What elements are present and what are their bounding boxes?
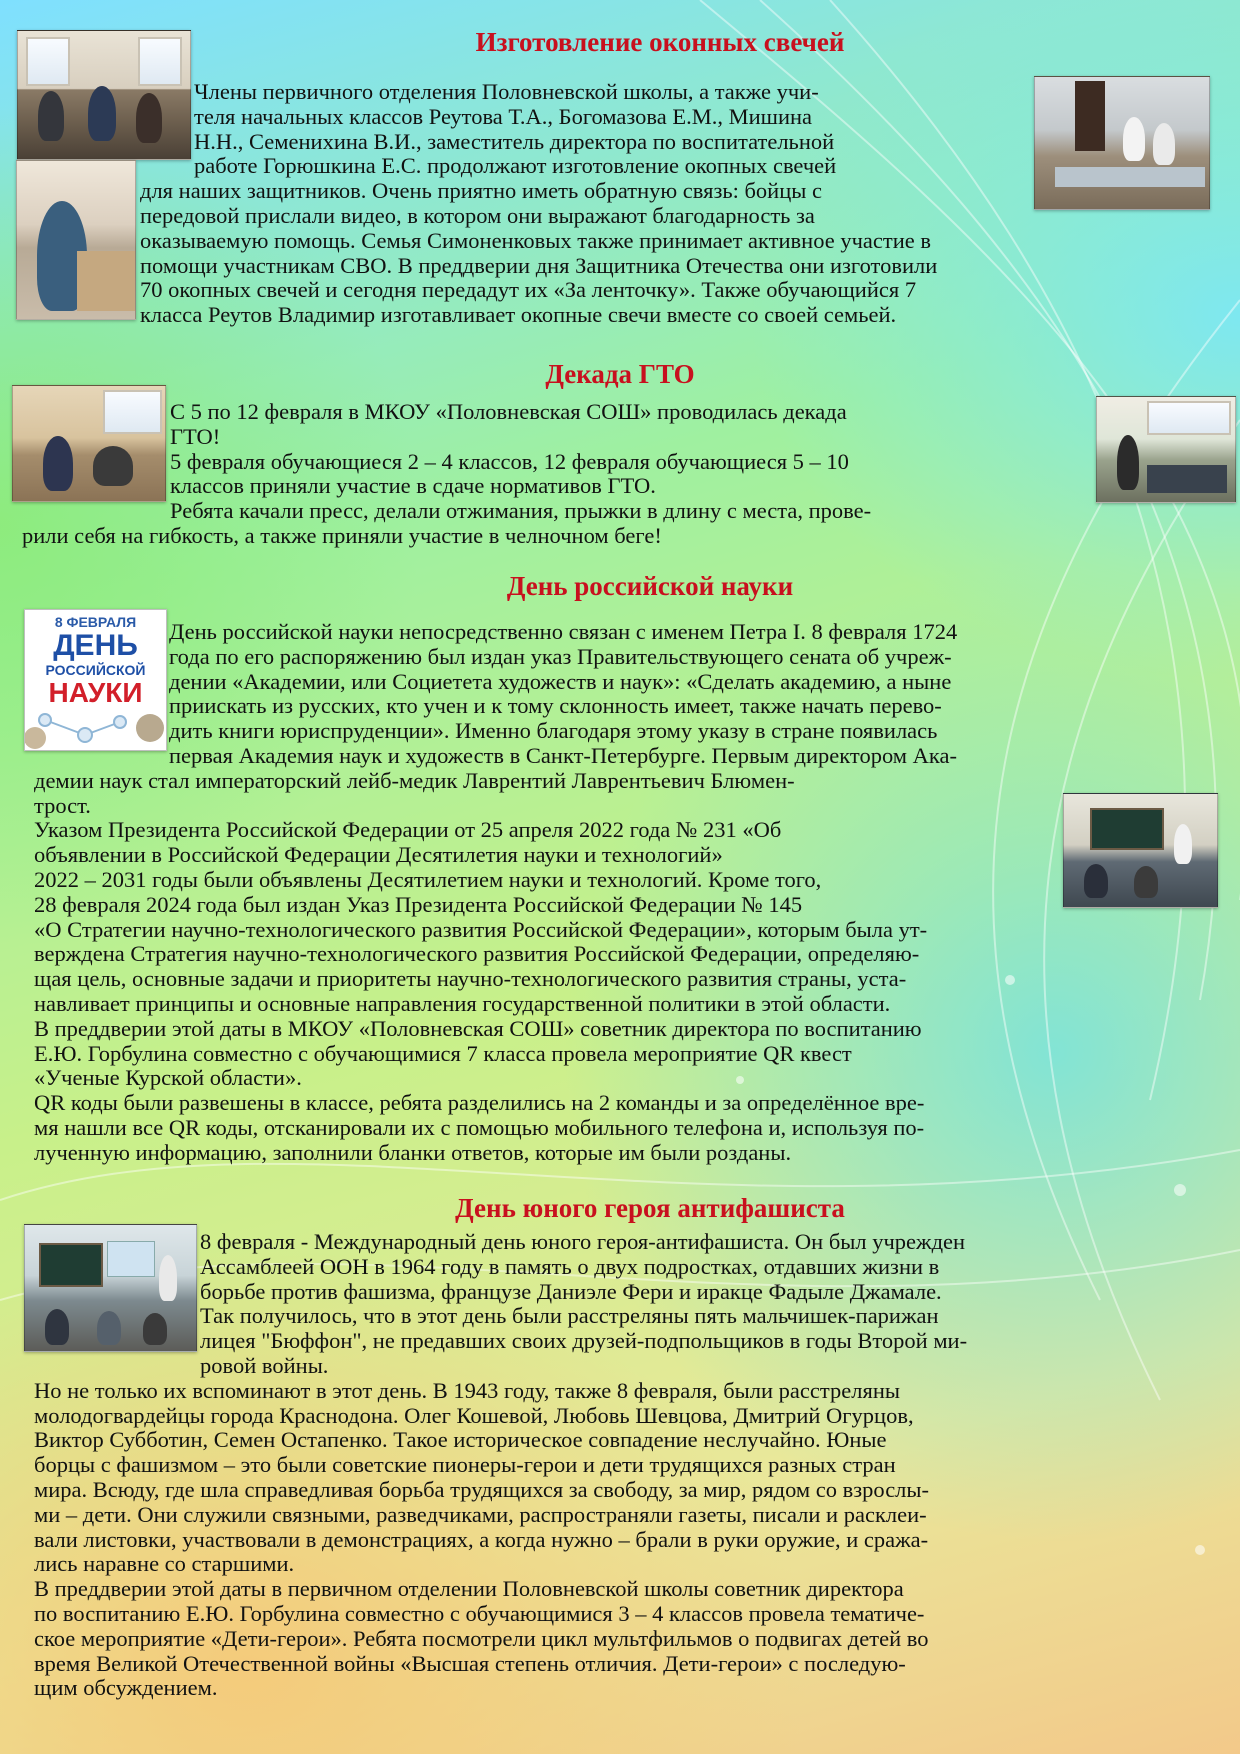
logo-line2: РОССИЙСКОЙ: [45, 662, 146, 678]
text-line: рили себя на гибкость, а также приняли участие в челночном беге!: [22, 522, 662, 548]
text-line: оказываемую помощь. Семья Симоненковых также принимает активное участие в: [140, 227, 932, 253]
text-line: лицея "Бюффон", не предавших своих друзей-подпольщиков в годы Второй ми-: [200, 1328, 968, 1354]
text-line: 8 февраля - Международный день юного героя-антифашиста. Он был учрежден: [200, 1229, 966, 1254]
text-line: 5 февраля обучающиеся 2 – 4 классов, 12 февраля обучающиеся 5 – 10: [170, 448, 849, 474]
text-line: ми – дети. Они служили связными, разведчиками, распространяли газеты, писали и расклеи-: [34, 1501, 927, 1527]
logo-line1: ДЕНЬ: [53, 629, 138, 662]
text-line: помощи участникам СВО. В преддверии дня Защитника Отечества они изготовили: [140, 252, 938, 278]
text-line: мира. Всюду, где шла справедливая борьба трудящихся за свободу, за мир, рядом со взрослы-: [34, 1476, 930, 1502]
text-line: мя нашли все QR коды, отсканировали их с помощью мобильного телефона и, используя по-: [34, 1114, 925, 1140]
text-line: Е.Ю. Горбулина совместно с обучающимися 7 класса провела мероприятие QR квест: [34, 1040, 852, 1066]
text-line: «О Стратегии научно-технологического развития Российской Федерации», которым была ут-: [34, 916, 928, 942]
text-line: теля начальных классов Реутова Т.А., Богомазова Е.М., Мишина: [194, 103, 813, 129]
section-title-candles: Изготовление оконных свечей: [475, 27, 845, 57]
text-line: борьбе против фашизма, французе Даниэле Фери и иракце Фадыле Джамале.: [200, 1278, 942, 1304]
text-line: по воспитанию Е.Ю. Горбулина совместно с обучающимися 3 – 4 классов провела тематиче-: [34, 1600, 925, 1626]
text-line: объявлении в Российской Федерации Десятилетия науки и технологий»: [34, 842, 723, 868]
text-line: Н.Н., Семенихина В.И., заместитель директора по воспитательной: [194, 128, 835, 154]
text-line: Виктор Субботин, Семен Остапенко. Такое историческое совпадение неслучайно. Юные: [34, 1427, 887, 1453]
text-line: Указом Президента Российской Федерации от 25 апреля 2022 года № 231 «Об: [34, 817, 782, 843]
text-line: 28 февраля 2024 года был издан Указ Президента Российской Федерации № 145: [34, 891, 803, 917]
text-line: QR коды были развешены в классе, ребята разделились на 2 команды и за определённое вре-: [34, 1090, 925, 1116]
text-line: В преддверии этой даты в МКОУ «Половневская СОШ» советник директора по воспитанию: [34, 1015, 922, 1041]
text-line: дении «Академии, или Социетета художеств и наук»: «Сделать академию, а ныне: [169, 668, 952, 694]
section-title-science-day: День российской науки: [506, 571, 794, 601]
text-line: класса Реутов Владимир изготавливает окопные свечи вместе со своей семьей.: [140, 302, 897, 328]
text-line: В преддверии этой даты в первичном отделении Половневской школы советник директора: [34, 1576, 904, 1602]
photo-gto-2: [1096, 396, 1236, 503]
text-line: трост.: [34, 792, 91, 818]
text-line: 2022 – 2031 годы были объявлены Десятилетием науки и технологий. Кроме того,: [34, 866, 822, 892]
text-line: для наших защитников. Очень приятно иметь обратную связь: бойцы с: [140, 178, 822, 204]
text-line: ГТО!: [170, 423, 221, 449]
text-line: Но не только их вспоминают в этот день. В 1943 году, также 8 февраля, были расстреляны: [34, 1377, 900, 1403]
text-line: борцы с фашизмом – это были советские пионеры-герои и дети трудящихся разных стран: [34, 1452, 896, 1478]
text-line: Ребята качали пресс, делали отжимания, прыжки в длину с места, прове-: [170, 498, 872, 524]
section1-body: [140, 80, 1040, 328]
photo-candle-making-3: [1034, 76, 1210, 210]
text-line: Члены первичного отделения Половневской школы, а также учи-: [194, 79, 819, 104]
section4-body: [34, 1230, 1214, 1701]
text-line: навливает принципы и основные направления государственной политики в этой области.: [34, 990, 891, 1016]
photo-candle-making-2: [16, 160, 136, 320]
text-line: Ассамблеей ООН в 1964 году в память о двух подростках, отдавших жизни в: [200, 1253, 940, 1279]
text-line: молодогвардейцы города Краснодона. Олег Кошевой, Любовь Шевцова, Дмитрий Огурцов,: [34, 1402, 914, 1428]
text-line: передовой прислали видео, в котором они выражают благодарность за: [140, 202, 815, 228]
text-line: лученную информацию, заполнили бланки ответов, которые им были розданы.: [34, 1139, 792, 1165]
text-line: работе Горюшкина Е.С. продолжают изготовление окопных свечей: [194, 153, 837, 179]
text-line: демии наук стал императорский лейб-медик Лаврентий Лаврентьевич Блюмен-: [34, 767, 795, 793]
text-line: приискать из русских, кто учен и к тому склонность имеет, также начать перево-: [169, 693, 942, 719]
text-line: верждена Стратегия научно-технологического развития Российской Федерации, определяю-: [34, 941, 920, 967]
text-line: классов приняли участие в сдаче нормативов ГТО.: [170, 473, 656, 499]
text-line: ское мероприятие «Дети-герои». Ребята посмотрели цикл мультфильмов о подвигах детей во: [34, 1625, 929, 1651]
text-line: щим обсуждением.: [34, 1675, 218, 1701]
text-line: первая Академия наук и художеств в Санкт-Петербурге. Первым директором Ака-: [169, 742, 957, 768]
section-title-gto: Декада ГТО: [545, 359, 695, 389]
text-line: ровой войны.: [200, 1352, 329, 1378]
text-line: года по его распоряжению был издан указ Правительствующего сената об учреж-: [169, 643, 952, 669]
text-line: День российской науки непосредственно связан с именем Петра I. 8 февраля 1724: [169, 619, 958, 644]
logo-date: 8 ФЕВРАЛЯ: [54, 614, 137, 630]
text-line: лись наравне со старшими.: [34, 1551, 295, 1577]
section2-body: [22, 400, 1082, 549]
section-title-young-hero: День юного героя антифашиста: [455, 1193, 845, 1223]
text-line: Так получилось, что в этот день были расстреляны пять мальчишек-парижан: [200, 1303, 939, 1329]
text-line: щая цель, основные задачи и приоритеты научно-технологического развития страны, уста-: [34, 966, 907, 992]
text-line: дить книги юриспруденции». Именно благодаря этому указу в стране появилась: [169, 718, 938, 744]
logo-line3: НАУКИ: [48, 677, 143, 708]
section3-body: [34, 620, 1214, 1166]
text-line: вали листовки, участвовали в демонстрациях, а когда нужно – брали в руки оружие, и сража-: [34, 1526, 929, 1552]
text-line: С 5 по 12 февраля в МКОУ «Половневская СОШ» проводилась декада: [170, 399, 847, 424]
text-line: 70 окопных свечей и сегодня передадут их «За ленточку». Также обучающийся 7: [140, 277, 917, 303]
text-line: время Великой Отечественной войны «Высшая степень отличия. Дети-герои» с последую-: [34, 1650, 906, 1676]
text-line: «Ученые Курской области».: [34, 1065, 302, 1091]
